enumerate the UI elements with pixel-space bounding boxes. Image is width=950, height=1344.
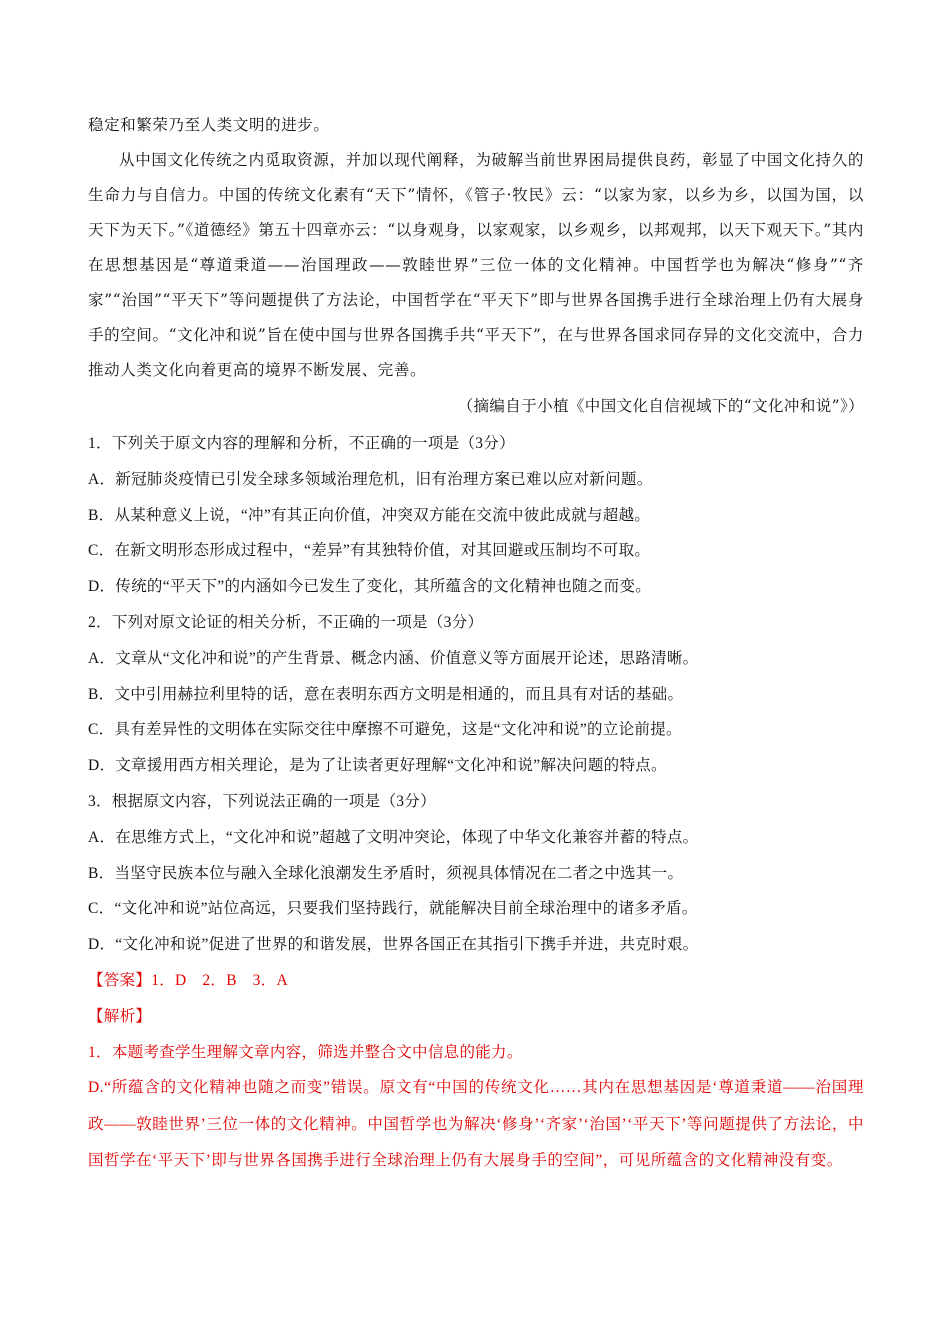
option-c: C．具有差异性的文明体在实际交往中摩擦不可避免，这是“文化冲和说”的立论前提。 xyxy=(88,721,682,739)
question-3 xyxy=(88,784,864,963)
option-c: C．“文化冲和说”站位高远，只要我们坚持践行，就能解决目前全球治理中的诸多矛盾。 xyxy=(88,900,698,918)
option-a: A．文章从“文化冲和说”的产生背景、概念内涵、价值意义等方面展开论述，思路清晰。 xyxy=(88,649,699,667)
passage-source: （摘编自于小植《中国文化自信视域下的“文化冲和说”》） xyxy=(457,397,864,415)
answer-section xyxy=(88,963,864,1180)
option-b: B．从某种意义上说，“冲”有其正向价值，冲突双方能在交流中彼此成就与超越。 xyxy=(88,506,651,524)
analysis-detail: D.“所蕴含的文化精神也随之而变”错误。原文有“中国的传统文化……其内在思想基因是‘尊道秉道——治国理政——敦睦世界’三位一体的文化精神。中国哲学也为解决‘修身’‘齐家’‘治国’‘平天下’等问题提供了方法论，中国哲学在‘平天下’即与世界各国携手进行全球治理上仍有大展身手的空间”，可见所蕴含的文化精神没有变。 xyxy=(88,1079,864,1170)
option-b: B．当坚守民族本位与融入全球化浪潮发生矛盾时，须视具体情况在二者之中选其一。 xyxy=(88,864,684,882)
option-d: D．“文化冲和说”促进了世界的和谐发展，世界各国正在其指引下携手并进，共克时艰。 xyxy=(88,936,699,954)
question-stem: 2．下列对原文论证的相关分析，不正确的一项是（3分） xyxy=(88,613,484,631)
answer-label: 【答案】 xyxy=(88,971,152,989)
passage-paragraph-continued: 稳定和繁荣乃至人类文明的进步。 xyxy=(88,116,330,134)
option-d: D．传统的“平天下”的内涵如今已发生了变化，其所蕴含的文化精神也随之而变。 xyxy=(88,578,652,596)
reading-passage xyxy=(88,108,864,424)
option-a: A．在思维方式上，“文化冲和说”超越了文明冲突论，体现了中华文化兼容并蓄的特点。 xyxy=(88,828,699,846)
answer-line xyxy=(88,963,864,999)
question-1 xyxy=(88,426,864,605)
question-stem: 3．根据原文内容，下列说法正确的一项是（3分） xyxy=(88,792,436,810)
option-a: A．新冠肺炎疫情已引发全球多领域治理危机，旧有治理方案已难以应对新问题。 xyxy=(88,470,653,488)
question-stem: 1．下列关于原文内容的理解和分析，不正确的一项是（3分） xyxy=(88,435,515,452)
passage-paragraph: 从中国文化传统之内觅取资源，并加以现代阐释，为破解当前世界困局提供良药，彰显了中国文化持久的生命力与自信力。中国的传统文化素有“天下”情怀，《管子·牧民》云：“以家为家，以乡为乡，以国为国，以天下为天下。”《道德经》第五十四章亦云：“以身观身，以家观家，以乡观乡，以邦观邦，以天下观天下。”其内在思想基因是“尊道秉道——治国理政——敦睦世界”三位一体的文化精神。中国哲学也为解决“修身”“齐家”“治国”“平天下”等问题提供了方法论，中国哲学在“平天下”即与世界各国携手进行全球治理上仍有大展身手的空间。“文化冲和说”旨在使中国与世界各国携手共“平天下”，在与世界各国求同存异的文化交流中，合力推动人类文化向着更高的境界不断发展、完善。 xyxy=(88,151,864,379)
option-c: C．在新文明形态形成过程中，“差异”有其独特价值，对其回避或压制均不可取。 xyxy=(88,542,651,560)
option-b: B．文中引用赫拉利里特的话，意在表明东西方文明是相通的，而且具有对话的基础。 xyxy=(88,685,684,703)
question-list xyxy=(88,426,864,963)
question-2 xyxy=(88,605,864,784)
analysis-label: 【解析】 xyxy=(88,1007,152,1025)
answer-text: 1．D 2．B 3．A xyxy=(151,971,288,989)
option-d: D．文章援用西方相关理论，是为了让读者更好理解“文化冲和说”解决问题的特点。 xyxy=(88,757,667,775)
analysis-line-1: 1．本题考查学生理解文章内容，筛选并整合文中信息的能力。 xyxy=(88,1043,523,1061)
